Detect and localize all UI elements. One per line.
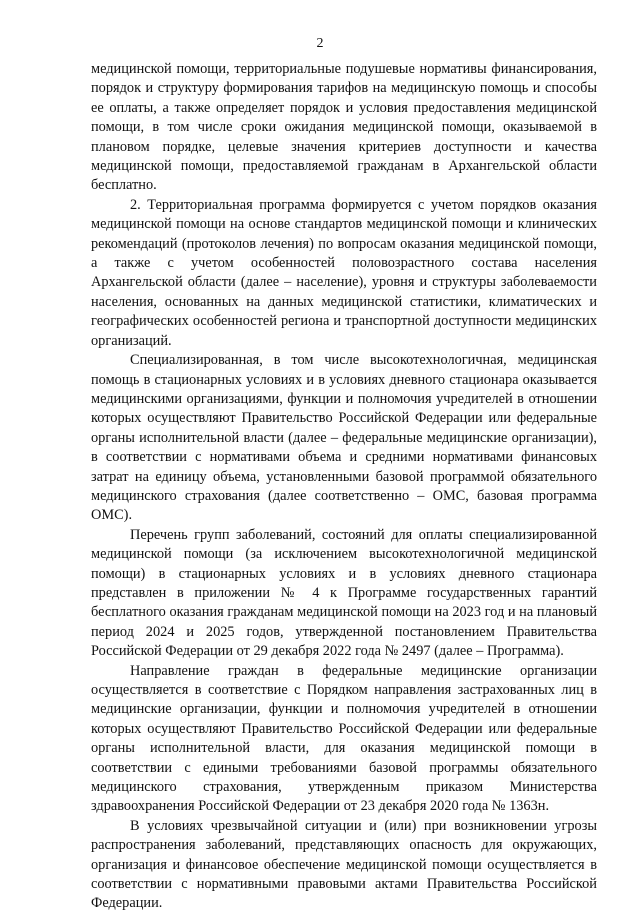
paragraph-continuation: медицинской помощи, территориальные подушевые нормативы финансирования, порядок и структуру формирования тарифов на медицинскую помощь и способы ее оплаты, а также определяет порядок и условия предоставления медицинской помощи, в том числе сроки ожидания медицинской помощи, оказываемой в плановом порядке, целевые значения критериев доступности и качества медицинской помощи, предоставляемой гражданам в Архангельской области бесплатно. xyxy=(91,61,597,194)
paragraph-referral: Направление граждан в федеральные медицинские организации осуществляется в соответствие с Порядком направления застрахованных лиц в медицинские организации, функции и полномочия учредителей в отношении которых осуществляют Правительство Российской Федерации или федеральные органы исполнительной власти, для оказания медицинской помощи в соответствии с едиными требованиями базовой программы обязательного медицинского страхования, утвержденным приказом Министерства здравоохранения Российской Федерации от 23 декабря 2020 года № 1363н. xyxy=(91,662,597,815)
paragraph-emergency: В условиях чрезвычайной ситуации и (или) при возникновении угрозы распространения заболеваний, представляющих опасность для окружающих, организация и финансовое обеспечение медицинской помощи осуществляется в соответствии с нормативными правовыми актами Правительства Российской Федерации. xyxy=(91,817,597,912)
paragraph-disease-groups: Перечень групп заболеваний, состояний для оплаты специализированной медицинской помощи (за исключением высокотехнологичной медицинской помощи) в стационарных условиях и в условиях дневного стационара представлен в приложении № 4 к Программе государственных гарантий бесплатного оказания гражданам медицинской помощи на 2023 год и на плановый период 2024 и 2025 годов, утвержденной постановлением Правительства Российской Федерации от 29 декабря 2022 года № 2497 (далее – Программа). xyxy=(91,526,597,660)
document-body xyxy=(91,60,597,914)
page-number: 2 xyxy=(316,36,324,51)
paragraph-specialized-care: Специализированная, в том числе высокотехнологичная, медицинская помощь в стационарных условиях и в условиях дневного стационара оказывается медицинскими организациями, функции и полномочия учредителей в отношении которых осуществляют Правительство Российской Федерации или федеральные органы исполнительной власти (далее – федеральные медицинские организации), в соответствии с нормативами объема и средними нормативами финансовых затрат на единицу объема, установленными базовой программой обязательного медицинского страхования (далее соответственно – ОМС, базовая программа ОМС). xyxy=(91,352,597,524)
paragraph-item-2: 2. Территориальная программа формируется с учетом порядков оказания медицинской помощи на основе стандартов медицинской помощи и клинических рекомендаций (протоколов лечения) по вопросам оказания медицинской помощи, а также с учетом особенностей половозрастного состава населения Архангельской области (далее – население), уровня и структуры заболеваемости населения, основанных на данных медицинской статистики, климатических и географических особенностей региона и транспортной доступности медицинских организаций. xyxy=(91,196,597,349)
